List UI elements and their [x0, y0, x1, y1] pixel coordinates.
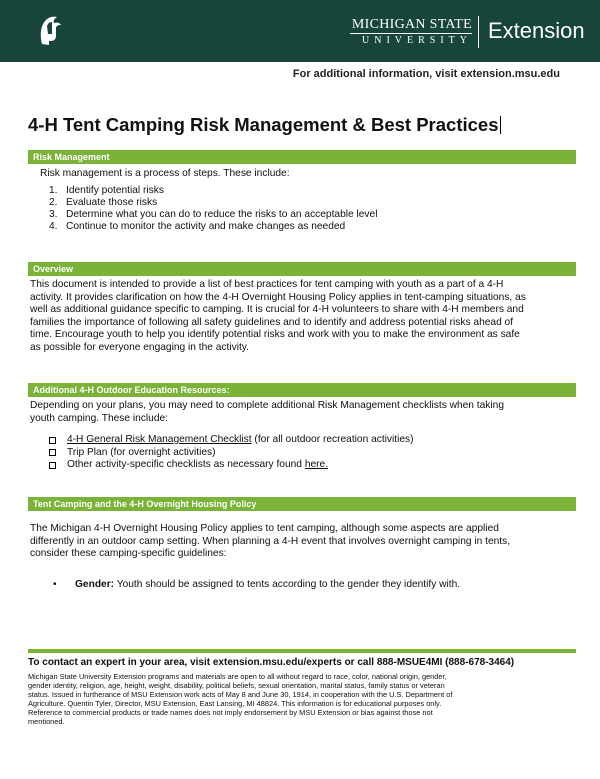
paragraph-line: time. Encourage youth to help you identify potential risks and work with you to make the environment as safe [30, 329, 520, 340]
list-item [49, 197, 377, 209]
list-text: Other activity-specific checklists as necessary found [67, 459, 305, 470]
checkbox-icon [49, 437, 56, 444]
list-text: Evaluate those risks [66, 197, 158, 208]
checkbox-icon [49, 462, 56, 469]
paragraph-line: as possible for everyone engaging in the activity. [30, 341, 249, 353]
paragraph-line: well as additional guidance specific to camping. It is crucial for 4-H volunteers to share with 4-H members and [30, 304, 524, 315]
university-name-top: MICHIGAN STATE [351, 17, 472, 32]
list-item [49, 447, 414, 460]
risk-intro: Risk management is a process of steps. These include: [40, 168, 290, 179]
risk-checklist-link[interactable]: 4-H General Risk Management Checklist [67, 434, 252, 445]
spartan-helmet-icon [38, 14, 62, 48]
paragraph-line: families the importance of following all safety guidelines and to identify and address potential risks ahead of [30, 316, 514, 328]
resources-intro [30, 400, 504, 425]
list-text: Continue to monitor the activity and make changes as needed [66, 221, 346, 232]
list-text: Youth should be assigned to tents according to the gender they identify with. [114, 579, 461, 590]
list-text: (for all outdoor recreation activities) [251, 434, 414, 445]
university-wordmark [350, 18, 472, 47]
list-text: Identify potential risks [66, 185, 164, 196]
list-item [49, 209, 377, 221]
list-number: 4. [49, 221, 58, 232]
disclaimer-line: Reference to commercial products or trade names does not imply endorsement by MSU Extension or bias against those not [28, 708, 433, 718]
paragraph-line: Depending on your plans, you may need to complete additional Risk Management checklists when taking [30, 400, 504, 411]
paragraph-line: differently in an outdoor camp setting. When planning a 4-H event that involves overnight camping in tents, [30, 535, 511, 547]
overview-paragraph [30, 279, 526, 354]
bullet-label: Gender: [75, 579, 115, 590]
paragraph-line: consider these camping-specific guidelines: [30, 548, 227, 559]
disclaimer-line: Michigan State University Extension programs and materials are open to all without regard to race, color, national origin, gender, [28, 672, 447, 681]
tent-paragraph [30, 523, 510, 561]
list-number: 2. [49, 197, 58, 208]
info-line: For additional information, visit extension.msu.edu [292, 68, 560, 80]
section-header-tent-camping: Tent Camping and the 4-H Overnight Housing Policy [28, 497, 576, 511]
paragraph-line: youth camping. These include: [30, 412, 168, 424]
checkbox-icon [49, 449, 56, 456]
paragraph-line: The Michigan 4-H Overnight Housing Policy applies to tent camping, although some aspects are applied [30, 523, 499, 534]
list-number: 1. [49, 185, 58, 196]
footer-divider [28, 649, 576, 653]
extension-label: Extension [488, 18, 585, 43]
paragraph-line: This document is intended to provide a list of best practices for tent camping with youth as a part of a 4-H [30, 279, 504, 290]
list-text: Trip Plan (for overnight activities) [67, 446, 216, 458]
university-name-bottom: UNIVERSITY [362, 35, 472, 46]
contact-line: To contact an expert in your area, visit extension.msu.edu/experts or call 888-MSUE4MI (888-678-3464) [28, 657, 515, 668]
list-item [49, 185, 377, 197]
list-item [53, 579, 460, 590]
page-title [28, 114, 501, 136]
disclaimer-line: gender identity, religion, age, height, weight, disability, political beliefs, sexual orientation, marital status, family status or veteran [28, 681, 445, 691]
list-text: Determine what you can do to reduce the risks to an acceptable level [66, 209, 378, 220]
header-banner [0, 0, 600, 62]
list-item [49, 434, 414, 447]
section-header-overview: Overview [28, 262, 576, 276]
disclaimer-text [28, 672, 576, 727]
bullet-icon: • [53, 579, 57, 590]
header-divider [478, 16, 479, 48]
disclaimer-line: Agriculture. Quentin Tyler, Director, MSU Extension, East Lansing, MI 48824. This information is for educational purposes only. [28, 699, 442, 709]
paragraph-line: activity. It provides clarification on how the 4-H Overnight Housing Policy applies in tent-camping situations, as [30, 291, 526, 303]
disclaimer-line: status. Issued in furtherance of MSU Extension work acts of May 8 and June 30, 1914, in cooperation with the U.S. Department of [28, 690, 453, 700]
list-number: 3. [49, 209, 58, 220]
text-cursor [500, 116, 501, 134]
here-link[interactable]: here. [304, 459, 329, 470]
list-item [49, 459, 414, 472]
section-header-resources: Additional 4-H Outdoor Education Resources: [28, 383, 576, 397]
list-item [49, 221, 377, 233]
disclaimer-line: mentioned. [28, 717, 65, 727]
section-header-risk: Risk Management [28, 150, 576, 164]
risk-steps-list [49, 185, 377, 233]
resources-checklist [49, 434, 414, 472]
title-text: 4-H Tent Camping Risk Management & Best Practices [28, 114, 499, 135]
